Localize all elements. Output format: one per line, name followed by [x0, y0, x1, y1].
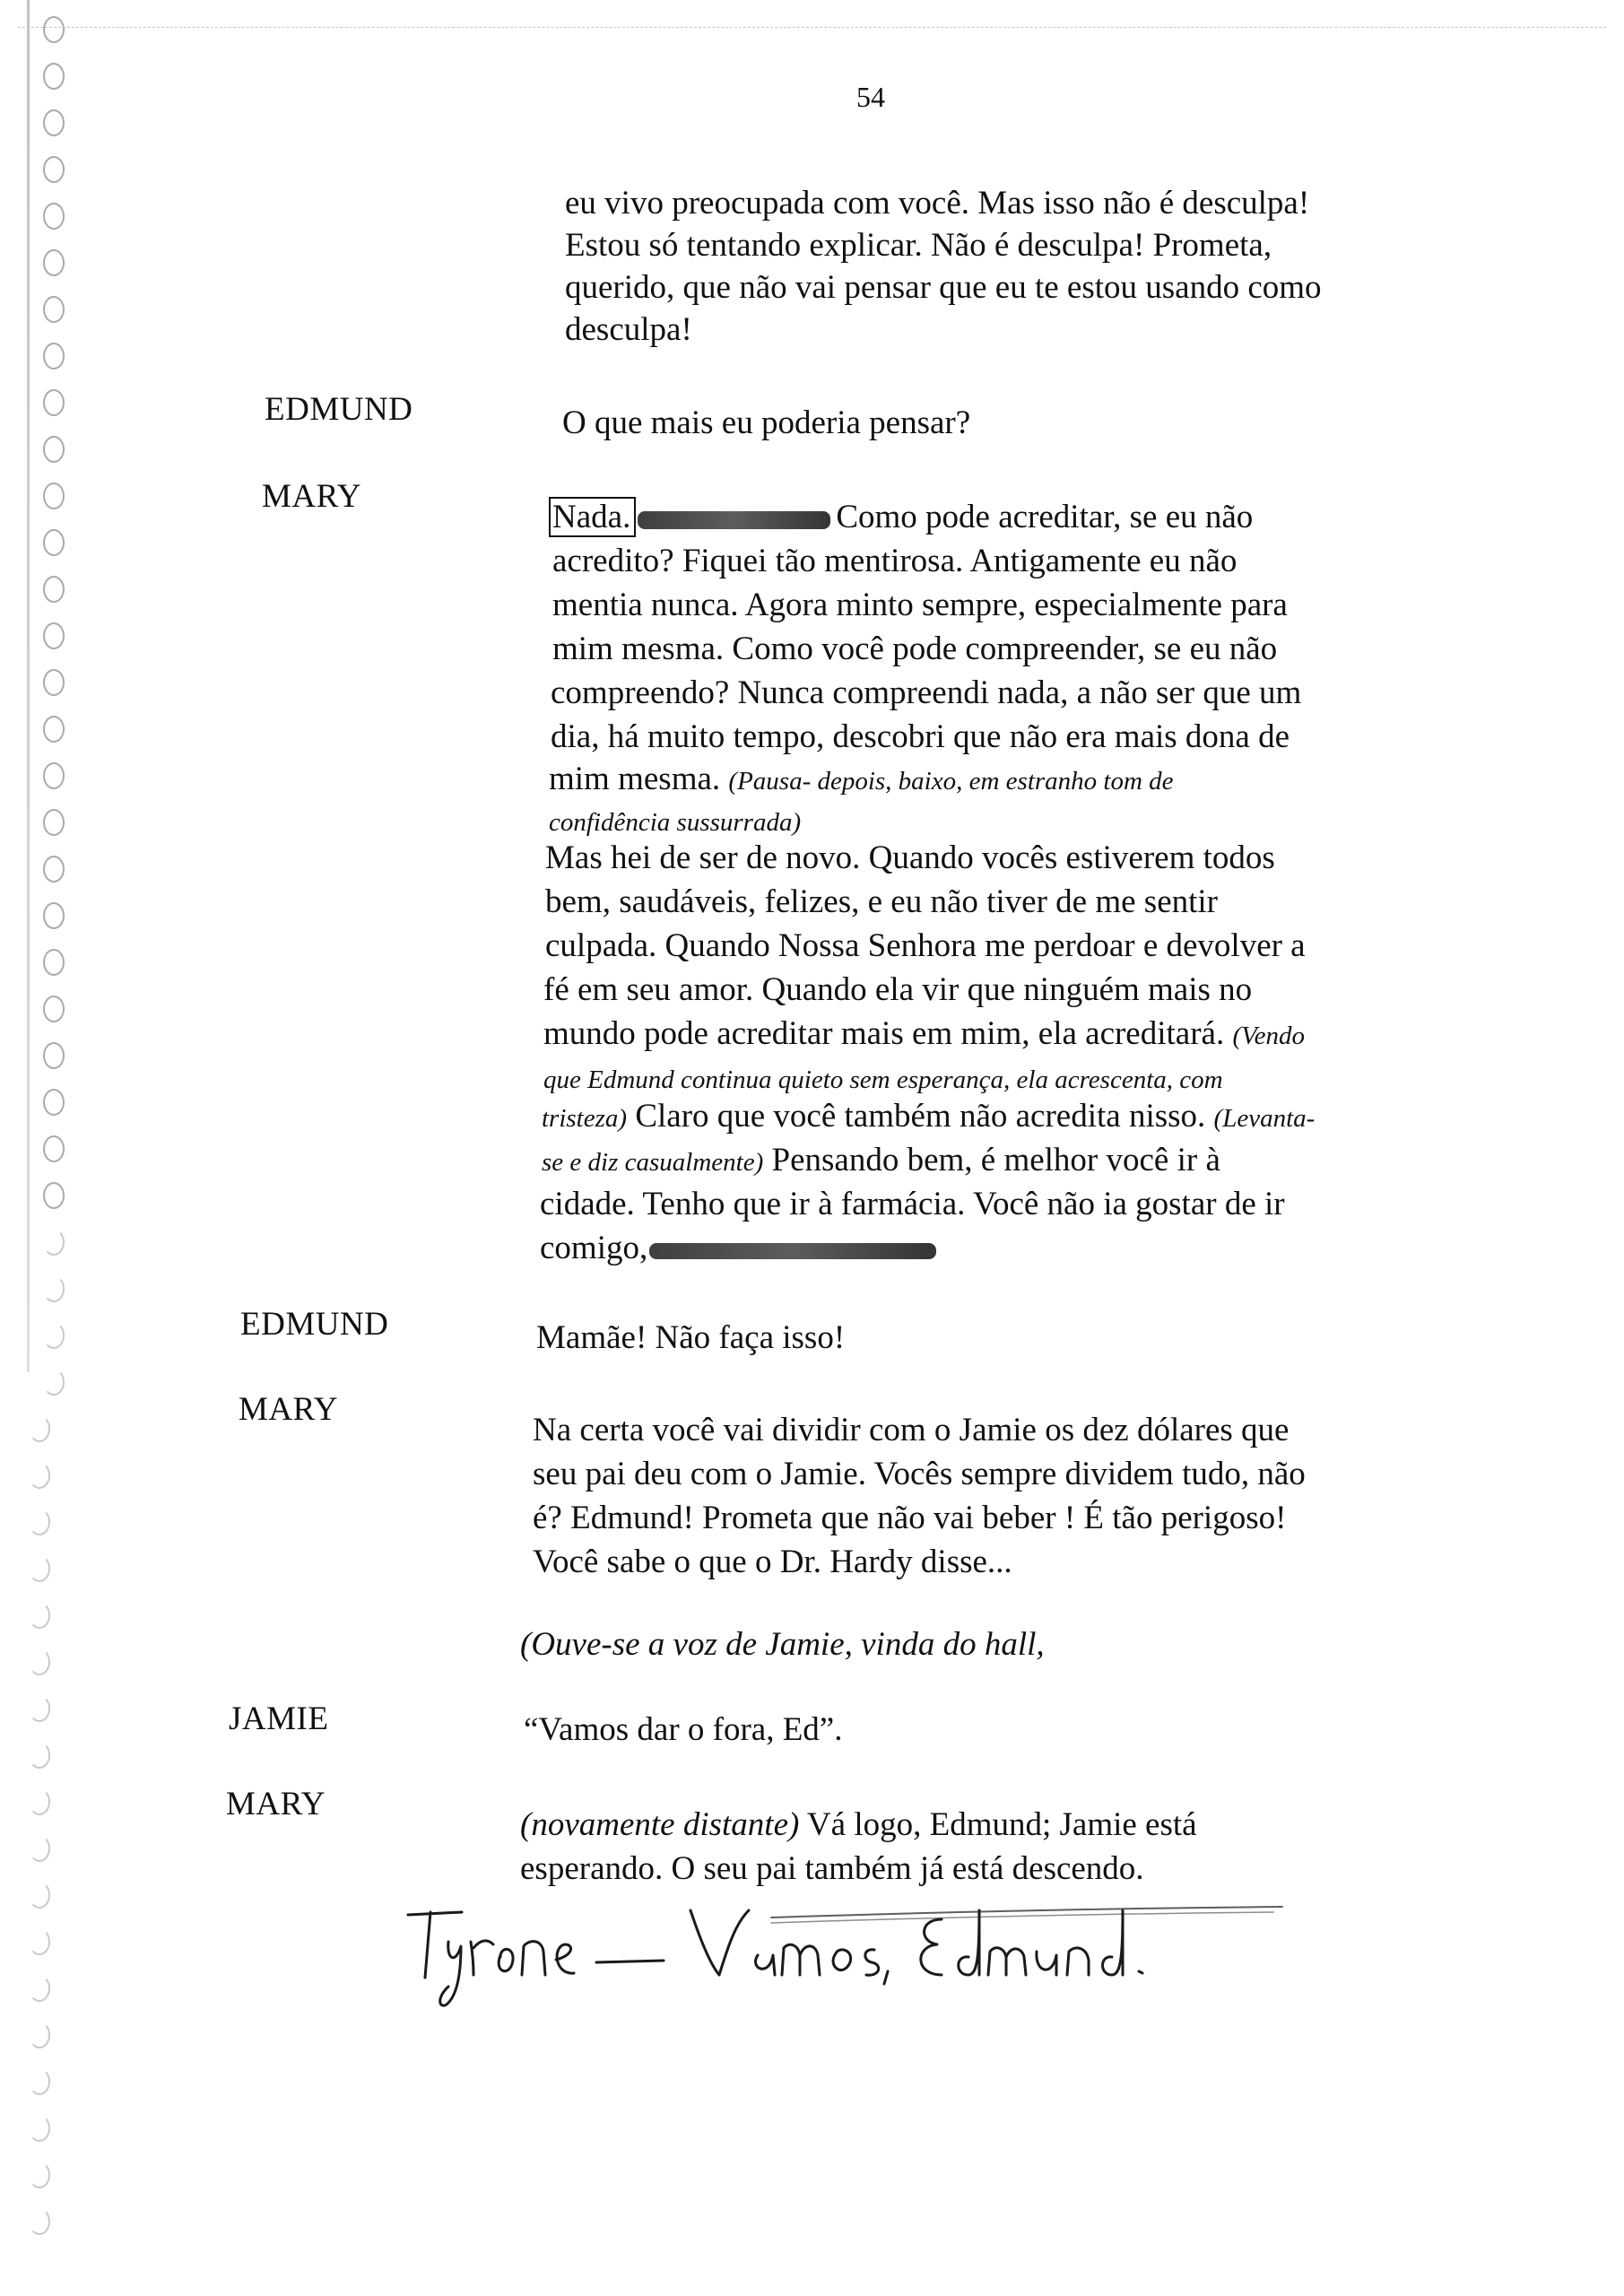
stage-direction: (novamente distante) — [520, 1806, 800, 1843]
binder-ring-hole — [43, 529, 65, 556]
binder-ring-hole — [29, 2022, 50, 2048]
speaker-edmund: EDMUND — [240, 1306, 389, 1343]
script-line: desculpa! — [565, 311, 692, 348]
dialogue-line: fé em seu amor. Quando ela vir que ninguém mais no — [543, 971, 1253, 1008]
dialogue-fragment: Vá logo, Edmund; Jamie está — [806, 1806, 1197, 1843]
binder-ring-hole — [43, 1229, 65, 1256]
dialogue-line: mim mesma. Como você pode compreender, se eu não — [552, 631, 1278, 667]
dialogue-line — [549, 760, 1174, 801]
binder-spine-line — [27, 0, 30, 1372]
dialogue-line: Na certa você vai dividir com o Jamie os dez dólares que — [533, 1412, 1290, 1448]
stage-direction-line — [520, 1625, 1045, 1665]
dialogue-line: “Vamos dar o fora, Ed”. — [524, 1711, 843, 1748]
binder-ring-hole — [43, 203, 65, 230]
binder-ring-hole — [29, 1602, 50, 1629]
stage-direction: que Edmund continua quieto sem esperança, ela acrescenta, com — [543, 1065, 1223, 1094]
dialogue-fragment: mundo pode acreditar mais em mim, ela acreditará. — [543, 1015, 1225, 1052]
redaction-mark — [638, 511, 830, 529]
dialogue-line — [549, 498, 1253, 537]
binder-ring-hole — [43, 622, 65, 649]
binder-ring-hole — [29, 1415, 50, 1442]
redaction-mark — [649, 1243, 936, 1259]
binder-ring-hole — [29, 1882, 50, 1909]
binder-ring-hole — [29, 1555, 50, 1582]
dialogue-line: Mas hei de ser de novo. Quando vocês estiverem todos — [545, 839, 1275, 876]
script-line: querido, que não vai pensar que eu te estou usando como — [565, 269, 1322, 306]
stage-direction-line — [543, 1058, 1223, 1100]
dialogue-fragment: comigo, — [540, 1230, 648, 1266]
top-edge-rule — [18, 27, 1606, 28]
stage-direction-line — [549, 801, 801, 842]
speaker-mary: MARY — [226, 1786, 326, 1822]
binder-ring-hole — [43, 1369, 65, 1396]
dialogue-line: mentia nunca. Agora minto sempre, especialmente para — [552, 587, 1288, 623]
stage-direction: (Levanta- — [1213, 1104, 1316, 1133]
binder-ring-hole — [43, 249, 65, 276]
dialogue-line: seu pai deu com o Jamie. Vocês sempre dividem tudo, não — [533, 1456, 1306, 1492]
binder-ring-hole — [29, 1695, 50, 1722]
binder-ring-hole — [43, 576, 65, 603]
dialogue-line: Você sabe o que o Dr. Hardy disse... — [533, 1544, 1012, 1580]
dialogue-line: cidade. Tenho que ir à farmácia. Você não ia gostar de ir — [540, 1186, 1285, 1222]
dialogue-line: é? Edmund! Prometa que não vai beber ! É tão perigoso! — [533, 1500, 1287, 1536]
binder-ring-hole — [43, 16, 65, 43]
dialogue-line — [542, 1097, 1315, 1138]
dialogue-fragment: mim mesma. — [549, 761, 721, 797]
script-line: eu vivo preocupada com você. Mas isso não é desculpa! — [565, 185, 1310, 222]
dialogue-line — [520, 1805, 1197, 1845]
binder-ring-hole — [29, 2115, 50, 2142]
speaker-jamie: JAMIE — [229, 1700, 329, 1737]
binder-ring-hole — [29, 1788, 50, 1815]
dialogue-line: esperando. O seu pai também já está descendo. — [520, 1850, 1144, 1887]
binder-ring-hole — [43, 809, 65, 836]
binder-ring-hole — [43, 389, 65, 416]
stage-direction: se e diz casualmente) — [542, 1148, 764, 1177]
binder-ring-hole — [29, 1462, 50, 1489]
stage-direction: (Pausa- depois, baixo, em estranho tom de — [728, 767, 1174, 796]
dialogue-line: dia, há muito tempo, descobri que não era mais dona de — [551, 718, 1290, 755]
binder-ring-hole — [43, 902, 65, 929]
binder-ring-hole — [43, 483, 65, 509]
dialogue-line — [542, 1141, 1220, 1182]
binder-ring-hole — [43, 1135, 65, 1162]
binder-ring-hole — [43, 1182, 65, 1209]
dialogue-line — [540, 1229, 942, 1268]
binder-ring-hole — [29, 1648, 50, 1675]
speaker-mary: MARY — [239, 1391, 338, 1428]
dialogue-line: compreendo? Nunca compreendi nada, a não ser que um — [551, 674, 1302, 711]
binder-ring-hole — [43, 109, 65, 136]
binder-ring-hole — [29, 1742, 50, 1769]
dialogue-line: bem, saudáveis, felizes, e eu não tiver de me sentir — [545, 883, 1218, 920]
stage-direction: confidência sussurrada) — [549, 808, 802, 837]
script-line: Estou só tentando explicar. Não é desculpa! Prometa, — [565, 227, 1272, 264]
binder-ring-hole — [43, 949, 65, 976]
stage-direction: (Vendo — [1232, 1022, 1305, 1050]
binder-ring-hole — [43, 1275, 65, 1302]
binder-ring-hole — [43, 716, 65, 743]
binder-ring-hole — [43, 856, 65, 883]
dialogue-fragment: Como pode acreditar, se eu não — [836, 499, 1254, 535]
binder-ring-hole — [43, 296, 65, 323]
binder-edge — [0, 0, 63, 2296]
dialogue-line: culpada. Quando Nossa Senhora me perdoar e devolver a — [545, 927, 1306, 964]
binder-ring-hole — [43, 1089, 65, 1116]
binder-ring-hole — [43, 156, 65, 183]
binder-ring-hole — [29, 1928, 50, 1955]
dialogue-line: O que mais eu poderia pensar? — [562, 404, 971, 441]
binder-ring-hole — [43, 63, 65, 90]
speaker-mary: MARY — [262, 478, 361, 515]
binder-ring-hole — [43, 669, 65, 696]
binder-ring-hole — [29, 2161, 50, 2188]
binder-ring-hole — [43, 1042, 65, 1069]
binder-ring-hole — [29, 1509, 50, 1535]
binder-ring-hole — [29, 2068, 50, 2095]
boxed-word: Nada. — [549, 497, 636, 537]
handwritten-annotation — [395, 1892, 1291, 2018]
stage-direction: tristeza) — [542, 1104, 628, 1133]
binder-ring-hole — [43, 343, 65, 370]
binder-ring-hole — [43, 1322, 65, 1349]
binder-ring-hole — [29, 1975, 50, 2002]
page-number: 54 — [856, 81, 885, 113]
dialogue-line — [543, 1014, 1305, 1056]
speaker-edmund: EDMUND — [265, 391, 413, 428]
dialogue-line: Mamãe! Não faça isso! — [536, 1319, 846, 1356]
dialogue-line: acredito? Fiquei tão mentirosa. Antigamente eu não — [552, 543, 1238, 579]
dialogue-fragment: Claro que você também não acredita nisso. — [635, 1098, 1206, 1135]
binder-ring-hole — [29, 1835, 50, 1862]
binder-ring-hole — [43, 436, 65, 463]
binder-ring-hole — [43, 996, 65, 1022]
stage-direction: (Ouve-se a voz de Jamie, vinda do hall, — [520, 1626, 1045, 1663]
binder-ring-hole — [29, 2208, 50, 2235]
binder-ring-hole — [43, 762, 65, 789]
dialogue-fragment: Pensando bem, é melhor você ir à — [771, 1142, 1220, 1178]
